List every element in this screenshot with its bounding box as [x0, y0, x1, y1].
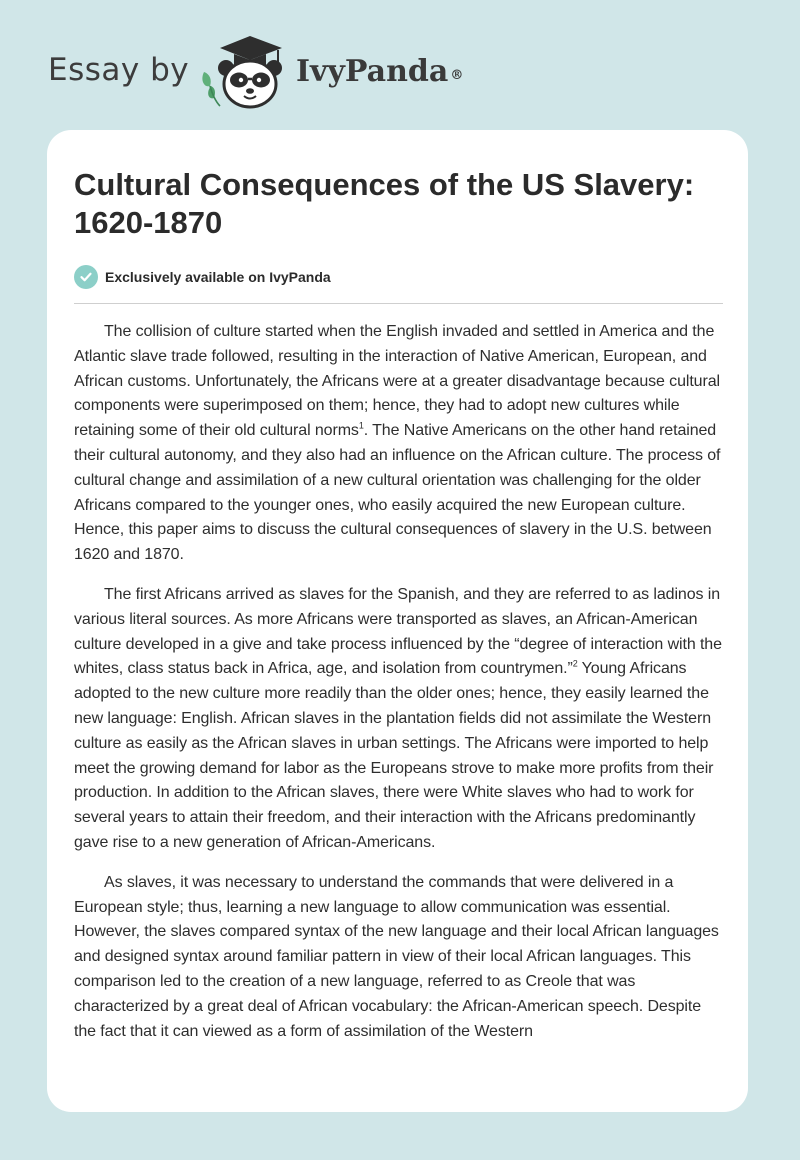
paragraph [74, 320, 724, 568]
footnote-ref[interactable]: 1 [358, 420, 364, 431]
essay-body [74, 320, 724, 1059]
registered-mark: ® [450, 68, 464, 83]
panda-graduate-logo-icon[interactable] [198, 34, 290, 110]
divider [74, 303, 723, 304]
essay-card [47, 130, 748, 1112]
brand-text: IvyPanda [296, 54, 449, 89]
page-title: Cultural Consequences of the US Slavery: 1620-1870 [74, 167, 695, 240]
essay-by-label: Essay by [48, 52, 190, 88]
paragraph-text: Young Africans adopted to the new culture more readily than the older ones; hence, they easily learned the new language: English. African slaves in the plantation fields did not assimilate the Western culture as easily as the African slaves in urban settings. The Africans were imported to help meet the growing demand for labor as the Europeans strove to make more profits from their production. In addition to the African slaves, there were White slaves who had to work for several years to attain their freedom, and their interaction with the Africans predominantly gave rise to a new generation of African-Americans. [74, 660, 714, 851]
check-circle-icon [74, 265, 98, 289]
paragraph [74, 583, 724, 856]
brand-name[interactable] [296, 52, 463, 92]
paragraph-text: The collision of culture started when the English invaded and settled in America and the Atlantic slave trade followed, resulting in the interaction of Native American, European, and African customs. Unfortunately, the Africans were at a greater disadvantage because cultural components were superimposed on them; hence, they had to adopt new cultures while retaining some of their old cultural norms [74, 323, 720, 440]
badge-label: Exclusively available on IvyPanda [105, 269, 331, 285]
footnote-ref[interactable]: 2 [572, 659, 578, 670]
site-header [0, 0, 800, 120]
paragraph-text: As slaves, it was necessary to understand the commands that were delivered in a European style; thus, learning a new language to allow communication was essential. However, the slaves compared syntax of the new language and their local African languages and designed syntax around familiar pattern in view of their local African languages. This comparison led to the creation of a new language, referred to as Creole that was characterized by a great deal of African vocabulary: the African-American speech. Despite the fact that it can viewed as a form of assimilation of the Western [74, 873, 719, 1040]
ivy-leaf-icon [202, 72, 220, 106]
exclusive-badge [74, 264, 331, 290]
paragraph [74, 871, 724, 1045]
paragraph-text: The first Africans arrived as slaves for the Spanish, and they are referred to as ladinos in various literal sources. As more Africans were transported as slaves, an African-American culture developed in a give and take process influenced by the “degree of interaction with the whites, class status back in Africa, age, and isolation from countrymen.” [74, 585, 722, 678]
paragraph-text: . The Native Americans on the other hand retained their cultural autonomy, and they also had an influence on the African culture. The process of cultural change and assimilation of a new cultural orientation was challenging for the older Africans compared to the younger ones, who easily acquired the new European culture. Hence, this paper aims to discuss the cultural consequences of slavery in the U.S. between 1620 and 1870. [74, 422, 721, 564]
